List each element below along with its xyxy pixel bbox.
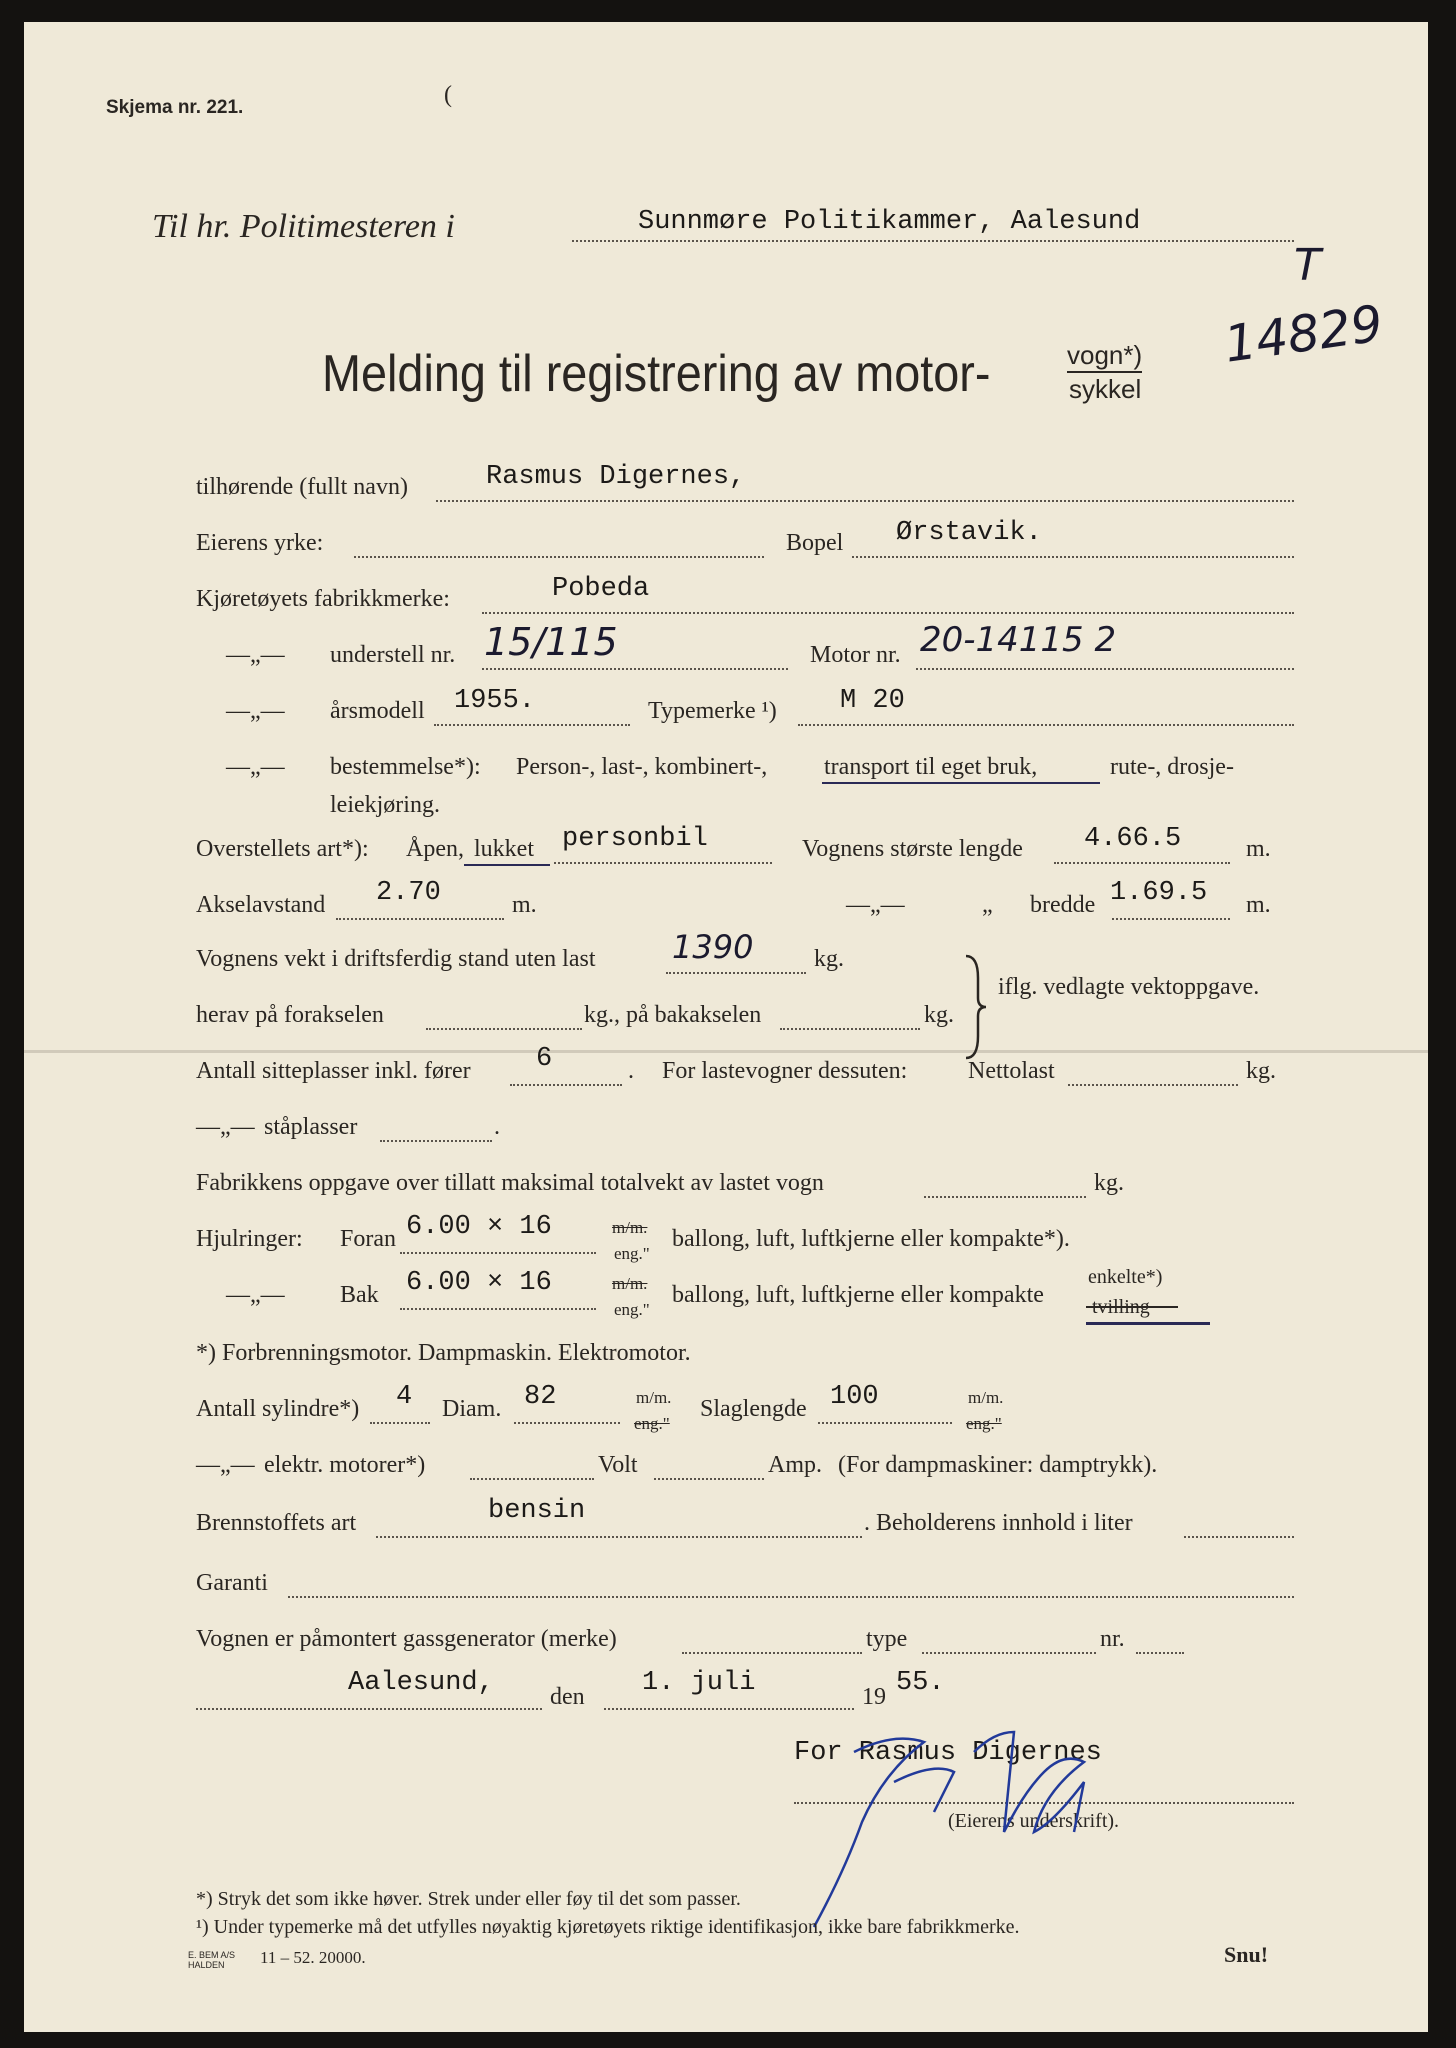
title-vogn: vogn*) (1067, 340, 1142, 373)
printer-name-line1: E. BEM A/S (188, 1950, 236, 1960)
addressee-value: Sunnmøre Politikammer, Aalesund (638, 207, 1141, 237)
stroke-line[interactable] (818, 1422, 952, 1424)
handwritten-signature (784, 1712, 1124, 1932)
tyres-twin[interactable]: tvilling (1092, 1296, 1150, 1318)
residence-value: Ørstavik. (896, 518, 1042, 548)
max-weight-label: Fabrikkens oppgave over tillatt maksimal totalvekt av lastet vogn (196, 1170, 824, 1196)
owner-label: tilhørende (fullt navn) (196, 474, 408, 500)
gas-nr-label: nr. (1100, 1626, 1125, 1652)
fuel-label: Brennstoffets art (196, 1510, 357, 1536)
chassis-line[interactable] (482, 668, 788, 670)
volt-line[interactable] (654, 1478, 764, 1480)
ditto-mark: —„— (226, 698, 285, 724)
occupation-label: Eierens yrke: (196, 530, 324, 556)
fuel-line[interactable] (376, 1536, 862, 1538)
ditto-mark: —„— (226, 642, 285, 668)
diam-value: 82 (524, 1382, 557, 1412)
purpose-label: bestemmelse*): (330, 754, 481, 780)
body-type-line[interactable] (554, 862, 772, 864)
standing-line[interactable] (380, 1140, 492, 1142)
seats-label: Antall sitteplasser inkl. fører (196, 1058, 471, 1084)
owner-value: Rasmus Digernes, (486, 462, 746, 492)
tyres-types-front: ballong, luft, luftkjerne eller kompakte*). (672, 1226, 1070, 1252)
date-line[interactable] (604, 1708, 854, 1710)
seats-end: . (628, 1058, 634, 1084)
body-type-value: personbil (562, 824, 708, 854)
electric-label: elektr. motorer*) (264, 1452, 426, 1478)
signature-caption: (Eierens underskrift). (948, 1810, 1120, 1832)
weight-note: iflg. vedlagte vektoppgave. (998, 974, 1260, 1000)
electric-line[interactable] (470, 1478, 594, 1480)
width-unit: m. (1246, 892, 1271, 918)
standing-label: ståplasser (264, 1114, 358, 1140)
width-label: bredde (1030, 892, 1096, 918)
residence-label: Bopel (786, 530, 844, 556)
ref-number-mark: T (1294, 240, 1321, 291)
amp-label: Amp. (768, 1452, 822, 1478)
printer-name (188, 1950, 235, 1970)
length-label: Vognens største lengde (802, 836, 1023, 862)
guarantee-line[interactable] (288, 1596, 1294, 1598)
rear-axle-line[interactable] (780, 1028, 920, 1030)
weight-value: 1390 (672, 928, 754, 966)
weight-label: Vognens vekt i driftsferdig stand uten last (196, 946, 596, 972)
body-open: Åpen, (406, 836, 464, 862)
purpose-line2: leiekjøring. (330, 792, 440, 818)
engine-no-value: 20-14115 2 (920, 620, 1117, 660)
length-value: 4.66.5 (1084, 824, 1182, 854)
year-prefix: 19 (862, 1684, 886, 1710)
ref-number: 14829 (1220, 294, 1387, 374)
body-closed-underline (464, 864, 550, 866)
max-weight-unit: kg. (1094, 1170, 1124, 1196)
fold-crease (24, 1050, 1428, 1053)
form-number: Skjema nr. 221. (106, 97, 244, 118)
width-line[interactable] (1112, 918, 1230, 920)
guarantee-label: Garanti (196, 1570, 268, 1596)
tyres-front-value: 6.00 × 16 (406, 1212, 552, 1242)
residence-line[interactable] (852, 556, 1294, 558)
signature-on-behalf: For Rasmus Digernes (794, 1738, 1102, 1768)
gas-type-line[interactable] (922, 1652, 1096, 1654)
wheelbase-unit: m. (512, 892, 537, 918)
fuel-value: bensin (488, 1496, 586, 1526)
tyres-unit-bottom: eng." (614, 1244, 650, 1263)
diam-unit-top: m/m. (636, 1388, 672, 1407)
volt-label: Volt (598, 1452, 638, 1478)
diam-line[interactable] (514, 1422, 620, 1424)
title-sykkel: sykkel (1069, 374, 1142, 404)
ditto-mark: —„— (196, 1114, 255, 1140)
front-axle-label: herav på forakselen (196, 1002, 384, 1028)
ditto-mark: —„— (196, 1452, 255, 1478)
tank-line[interactable] (1184, 1536, 1294, 1538)
seats-value: 6 (536, 1044, 553, 1074)
purpose-rest: rute-, drosje- (1110, 754, 1234, 780)
gas-label: Vognen er påmontert gassgenerator (merke) (196, 1626, 617, 1652)
pencil-mark: ( (444, 82, 452, 108)
seats-line[interactable] (510, 1084, 622, 1086)
brace-icon (960, 952, 990, 1062)
weight-line[interactable] (666, 972, 806, 974)
form-title: Melding til registrering av motor- (322, 345, 991, 403)
ditto-mark: —„— (226, 1282, 285, 1308)
place-line[interactable] (196, 1708, 542, 1710)
stroke-unit-bottom: eng." (966, 1414, 1002, 1433)
wheelbase-value: 2.70 (376, 878, 441, 908)
width-value: 1.69.5 (1110, 878, 1208, 908)
diam-label: Diam. (442, 1396, 502, 1422)
stroke-unit-top: m/m. (968, 1388, 1004, 1407)
owner-line[interactable] (436, 500, 1294, 502)
tyres-front-line[interactable] (400, 1252, 596, 1254)
wheelbase-label: Akselavstand (196, 892, 326, 918)
chassis-value: 15/115 (484, 620, 618, 664)
tyres-twin-underline (1086, 1322, 1210, 1325)
form-page (24, 22, 1428, 2032)
ditto-mark: —„— (846, 892, 905, 918)
max-weight-line[interactable] (924, 1196, 1086, 1198)
printer-name-line2: HALDEN (188, 1960, 225, 1970)
model-year-value: 1955. (454, 686, 536, 716)
tyres-rear-label: Bak (340, 1282, 379, 1308)
tank-label: . Beholderens innhold i liter (864, 1510, 1133, 1536)
occupation-line[interactable] (354, 556, 764, 558)
engine-no-label: Motor nr. (810, 642, 901, 668)
type-mark-line[interactable] (798, 724, 1294, 726)
purpose-options: Person-, last-, kombinert-, (516, 754, 768, 780)
tyres-rear-unit-top: m/m. (612, 1274, 648, 1293)
width-quote: „ (982, 892, 993, 918)
tyres-label: Hjulringer: (196, 1226, 303, 1252)
gas-nr-line[interactable] (1136, 1652, 1184, 1654)
body-closed[interactable]: lukket (474, 836, 534, 862)
make-line[interactable] (482, 612, 1294, 614)
stroke-label: Slaglengde (700, 1396, 807, 1422)
tyres-unit-top: m/m. (612, 1218, 648, 1237)
addressee-line[interactable] (572, 240, 1294, 242)
diam-unit-bottom: eng." (634, 1414, 670, 1433)
net-load-label: Nettolast (968, 1058, 1055, 1084)
stroke-value: 100 (830, 1382, 879, 1412)
tyres-rear-unit-bottom: eng." (614, 1300, 650, 1319)
engine-no-line[interactable] (916, 668, 1294, 670)
type-mark-value: M 20 (840, 686, 905, 716)
gas-type-label: type (866, 1626, 908, 1652)
length-line[interactable] (1054, 862, 1230, 864)
tyres-single[interactable]: enkelte*) (1088, 1266, 1163, 1288)
purpose-underline (822, 782, 1100, 784)
type-mark-label: Typemerke ¹) (648, 698, 777, 724)
place-value: Aalesund, (348, 1668, 494, 1698)
standing-end: . (494, 1114, 500, 1140)
purpose-selected[interactable]: transport til eget bruk, (824, 754, 1038, 780)
cylinders-label: Antall sylindre*) (196, 1396, 360, 1422)
footnote-2: ¹) Under typemerke må det utfylles nøyaktig kjøretøyets riktige identifikasjon, ikke bare fabrikkmerke. (196, 1916, 1020, 1938)
tyres-front-label: Foran (340, 1226, 396, 1252)
model-year-label: årsmodell (330, 698, 425, 724)
rear-axle-unit: kg. (924, 1002, 954, 1028)
front-axle-line[interactable] (426, 1028, 582, 1030)
date-den: den (550, 1684, 585, 1710)
model-year-line[interactable] (434, 724, 630, 726)
rear-axle-label: kg., på bakakselen (584, 1002, 762, 1028)
cylinders-line[interactable] (370, 1422, 430, 1424)
tyres-types-rear: ballong, luft, luftkjerne eller kompakte (672, 1282, 1044, 1308)
cylinders-value: 4 (396, 1382, 413, 1412)
body-type-label: Overstellets art*): (196, 836, 369, 862)
chassis-label: understell nr. (330, 642, 456, 668)
addressee-label: Til hr. Politimesteren i (152, 208, 455, 245)
ditto-mark: —„— (226, 754, 285, 780)
length-unit: m. (1246, 836, 1271, 862)
steam-note: (For dampmaskiner: damptrykk). (838, 1452, 1158, 1478)
make-label: Kjøretøyets fabrikkmerke: (196, 586, 450, 612)
weight-unit: kg. (814, 946, 844, 972)
date-value: 1. juli (642, 1668, 756, 1698)
turn-over-note: Snu! (1224, 1942, 1269, 1967)
net-load-line[interactable] (1068, 1084, 1238, 1086)
engine-types: *) Forbrenningsmotor. Dampmaskin. Elektromotor. (196, 1340, 691, 1366)
tyres-rear-value: 6.00 × 16 (406, 1268, 552, 1298)
make-value: Pobeda (552, 574, 650, 604)
gas-make-line[interactable] (682, 1652, 862, 1654)
net-load-unit: kg. (1246, 1058, 1276, 1084)
printer-code: 11 – 52. 20000. (260, 1948, 366, 1967)
year-suffix: 55. (896, 1668, 945, 1698)
tyres-rear-line[interactable] (400, 1308, 596, 1310)
wheelbase-line[interactable] (336, 918, 504, 920)
footnote-1: *) Stryk det som ikke høver. Strek under eller føy til det som passer. (196, 1888, 741, 1910)
cargo-label: For lastevogner dessuten: (662, 1058, 908, 1084)
